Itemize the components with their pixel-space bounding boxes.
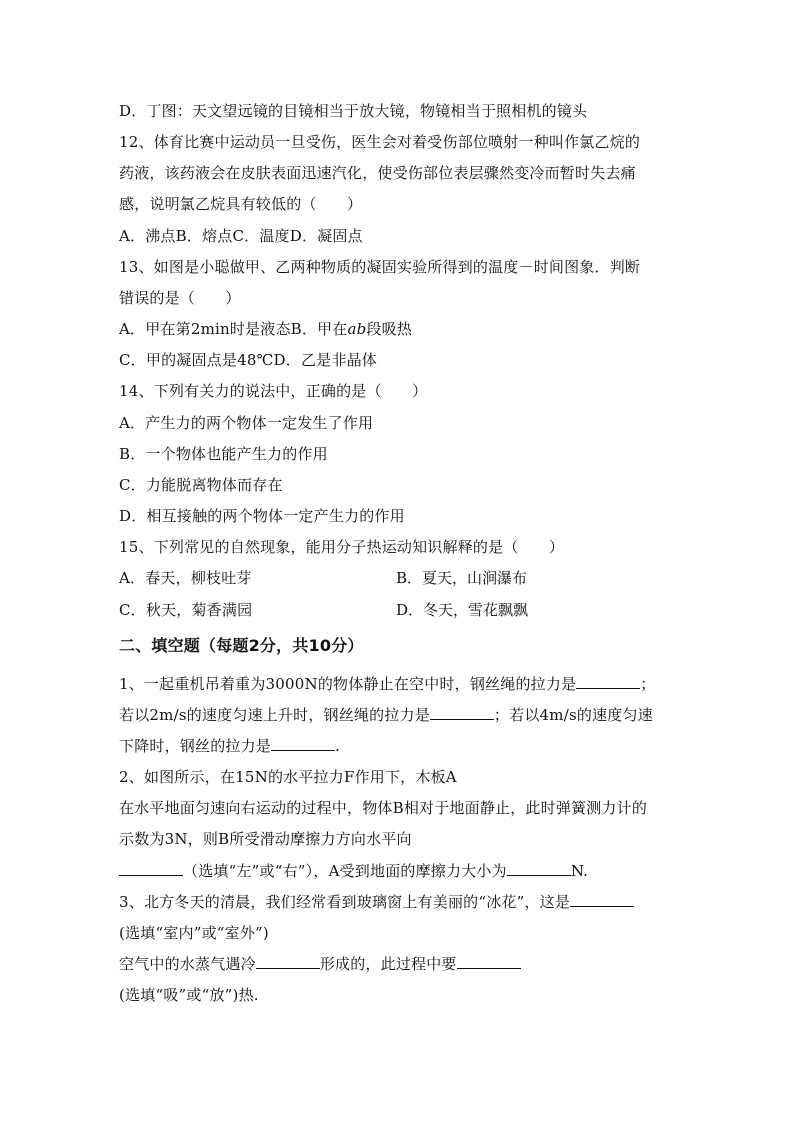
q12-options: A．沸点B．熔点C．温度D．凝固点 bbox=[119, 227, 363, 245]
answer-blank[interactable] bbox=[271, 736, 335, 751]
f2-line-4-text: （选填“左”或“右”），A受到地面的摩擦力大小为 bbox=[183, 862, 507, 880]
f2-line-2: 在水平地面匀速向右运动的过程中，物体B相对于地面静止，此时弹簧测力计的 bbox=[119, 799, 648, 817]
q11-option-d: D．丁图：天文望远镜的目镜相当于放大镜，物镜相当于照相机的镜头 bbox=[119, 102, 588, 120]
answer-blank[interactable] bbox=[570, 892, 634, 907]
q13-stem-line-2: 错误的是（ ） bbox=[119, 289, 241, 307]
q12-stem-line-1: 12、体育比赛中运动员一旦受伤，医生会对着受伤部位喷射一种叫作氯乙烷的 bbox=[119, 133, 641, 151]
q13-option-cd: C．甲的凝固点是48℃D．乙是非晶体 bbox=[119, 351, 377, 369]
f2-line-4-end: N. bbox=[570, 862, 589, 880]
f1-line-3-end: . bbox=[335, 737, 340, 755]
q15-option-a: A．春天，柳枝吐芽 bbox=[119, 569, 252, 587]
f3-line-2: (选填“室内”或“室外”) bbox=[119, 924, 269, 942]
f1-line-1-end: ； bbox=[640, 675, 656, 693]
q12-stem-line-3: 感，说明氯乙烷具有较低的（ ） bbox=[119, 195, 363, 213]
f2-line-3: 示数为3N，则B所受滑动摩擦力方向水平向 bbox=[119, 830, 412, 848]
q14-option-c: C．力能脱离物体而存在 bbox=[119, 476, 283, 494]
q13-option-b-tail: 段吸热 bbox=[366, 320, 413, 338]
f1-line-3 bbox=[119, 736, 340, 756]
answer-blank[interactable] bbox=[507, 861, 571, 876]
answer-blank[interactable] bbox=[576, 674, 640, 689]
answer-blank[interactable] bbox=[457, 954, 521, 969]
q14-option-b: B．一个物体也能产生力的作用 bbox=[119, 445, 328, 463]
f3-line-3-mid: 形成的，此过程中要 bbox=[319, 955, 457, 973]
q13-stem-line-1: 13、如图是小聪做甲、乙两种物质的凝固实验所得到的温度－时间图象．判断 bbox=[119, 258, 641, 276]
f3-line-3 bbox=[119, 954, 521, 974]
f3-line-1 bbox=[119, 892, 634, 912]
f3-line-1-text: 3、北方冬天的清晨，我们经常看到玻璃窗上有美丽的“冰花”，这是 bbox=[119, 893, 571, 911]
f1-line-2-text: 若以2m/s的速度匀速上升时，钢丝绳的拉力是 bbox=[119, 706, 430, 724]
section-heading-fill-in: 二、填空题（每题2分，共10分） bbox=[119, 636, 364, 655]
answer-blank[interactable] bbox=[119, 861, 183, 876]
q15-option-c: C．秋天，菊香满园 bbox=[119, 601, 253, 619]
q15-stem: 15、下列常见的自然现象，能用分子热运动知识解释的是（ ） bbox=[119, 538, 565, 556]
answer-blank[interactable] bbox=[256, 954, 320, 969]
q12-stem-line-2: 药液，该药液会在皮肤表面迅速汽化，使受伤部位表层骤然变冷而暂时失去痛 bbox=[119, 164, 636, 182]
f1-line-2-end: ；若以4m/s的速度匀速 bbox=[493, 706, 653, 724]
f1-line-2 bbox=[119, 705, 653, 725]
q14-stem: 14、下列有关力的说法中，正确的是（ ） bbox=[119, 382, 428, 400]
f2-line-1: 2、如图所示，在15N的水平拉力F作用下，木板A bbox=[119, 768, 457, 786]
q13-option-ab-segment: ab bbox=[347, 320, 367, 338]
answer-blank[interactable] bbox=[430, 705, 494, 720]
q13-option-a-text: A．甲在第2min时是液态B．甲在 bbox=[119, 320, 348, 338]
f3-line-4: (选填“吸”或“放”)热. bbox=[119, 986, 259, 1004]
q15-option-b: B．夏天，山涧瀑布 bbox=[396, 569, 528, 587]
q13-option-ab bbox=[119, 319, 412, 339]
f2-line-4 bbox=[119, 861, 588, 881]
q14-option-a: A．产生力的两个物体一定发生了作用 bbox=[119, 414, 374, 432]
f1-line-1-text: 1、一起重机吊着重为3000N的物体静止在空中时，钢丝绳的拉力是 bbox=[119, 675, 577, 693]
q14-option-d: D．相互接触的两个物体一定产生力的作用 bbox=[119, 507, 405, 525]
f1-line-1 bbox=[119, 674, 655, 694]
q15-option-d: D．冬天，雪花飘飘 bbox=[396, 601, 529, 619]
f3-line-3-text: 空气中的水蒸气遇冷 bbox=[119, 955, 256, 973]
f1-line-3-text: 下降时，钢丝的拉力是 bbox=[119, 737, 272, 755]
